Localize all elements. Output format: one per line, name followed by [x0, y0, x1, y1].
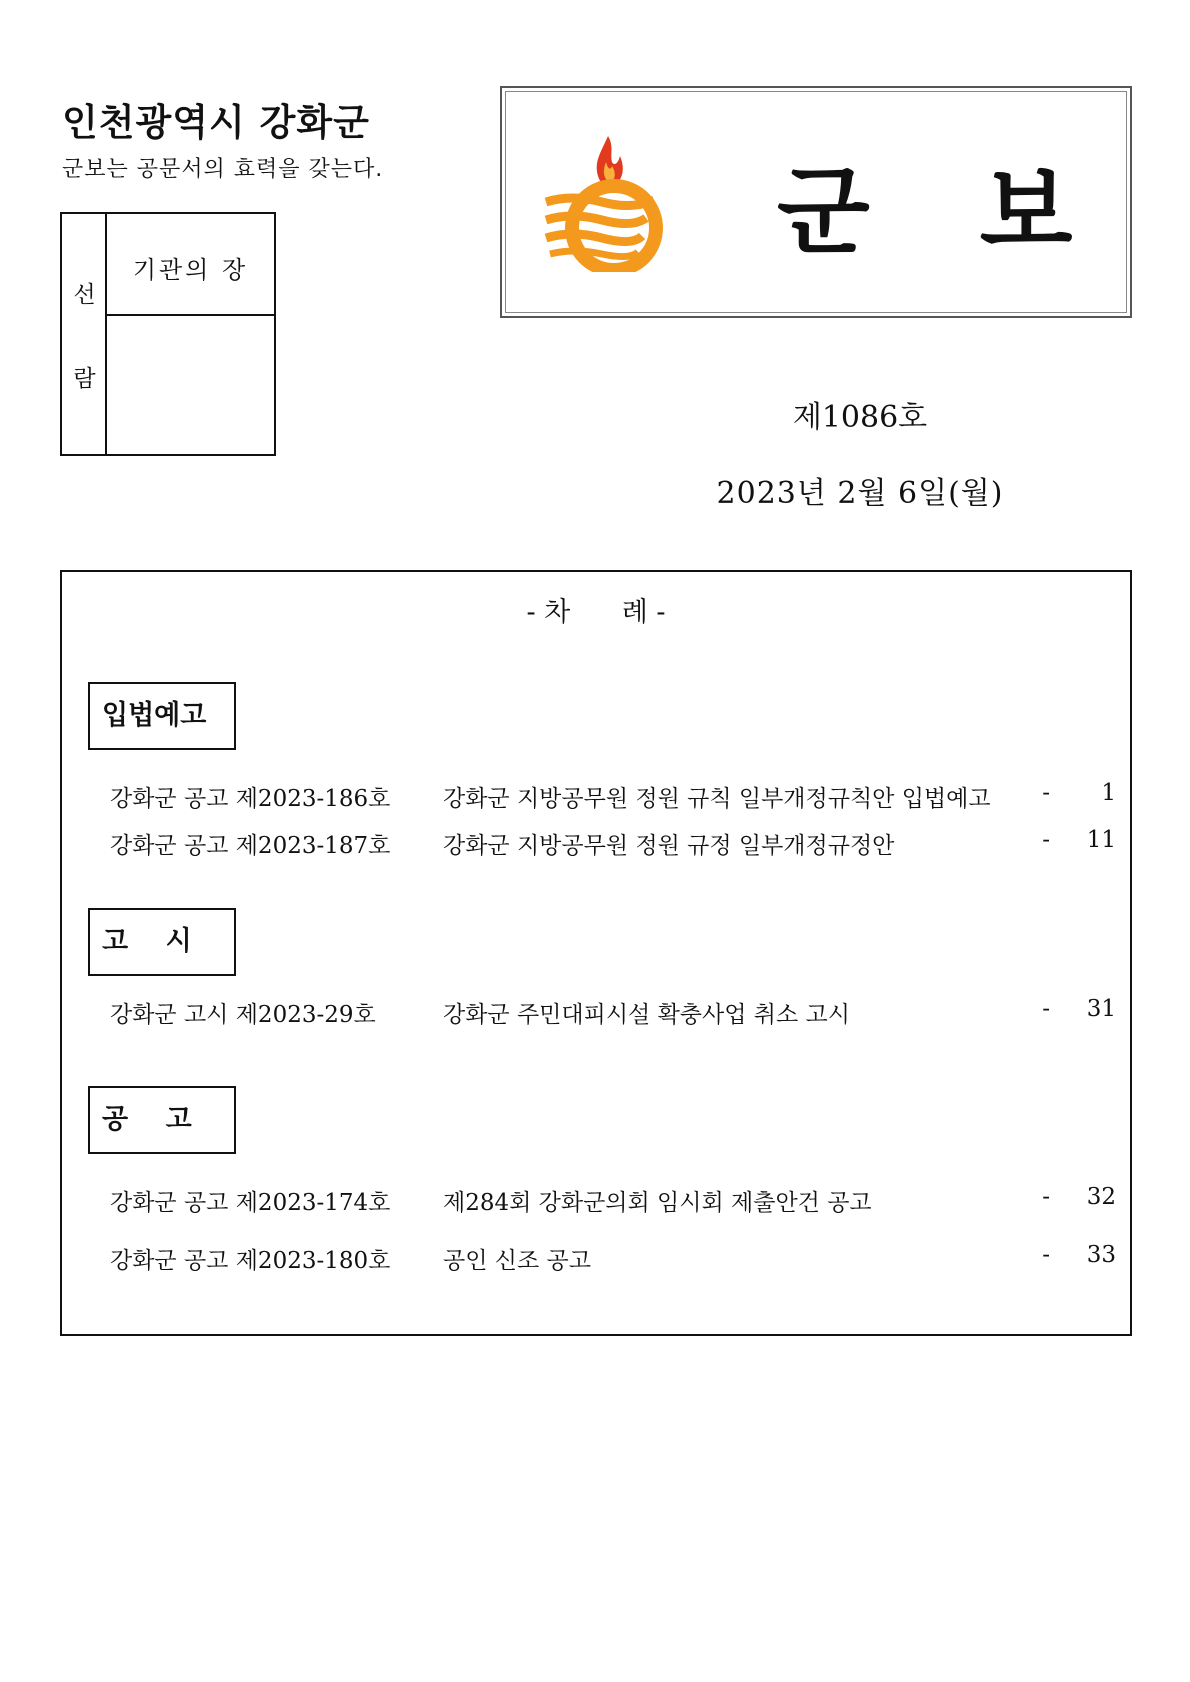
entry-subject: 강화군 지방공무원 정원 규칙 일부개정규칙안 입법예고: [443, 786, 991, 812]
issue-date: 2023년 2월 6일(월): [716, 476, 1004, 511]
entry-dash: -: [1042, 780, 1050, 806]
entry-dash: -: [1042, 996, 1050, 1022]
entry-dash: -: [1042, 1184, 1050, 1210]
contents-title: - 차 례 -: [526, 597, 666, 628]
entry-subject: 공인 신조 공고: [443, 1248, 591, 1274]
entry-dash: -: [1042, 827, 1050, 853]
approval-head: 기관의 장: [107, 214, 274, 316]
entry-ref: 강화군 공고 제2023-174호: [110, 1190, 391, 1216]
list-item[interactable]: [110, 1184, 1116, 1218]
list-item[interactable]: [110, 996, 1116, 1030]
approval-side-bottom: 람: [73, 366, 96, 392]
masthead: [500, 86, 1183, 318]
entry-page: 11: [1086, 827, 1116, 853]
section-label-announcement: 고 시: [88, 908, 236, 976]
ganghwa-emblem-icon: [542, 132, 674, 272]
section-label-legislative-notice: 입법예고: [88, 682, 236, 750]
entry-page: 31: [1086, 996, 1116, 1022]
entry-dash: -: [1042, 1242, 1050, 1268]
approval-box: [60, 212, 276, 456]
entry-subject: 강화군 주민대피시설 확충사업 취소 고시: [443, 1002, 850, 1028]
org-subtitle: 군보는 공문서의 효력을 갖는다.: [62, 157, 384, 182]
list-item[interactable]: [110, 780, 1116, 814]
entry-ref: 강화군 고시 제2023-29호: [110, 1002, 376, 1028]
table-of-contents: [60, 570, 1132, 1336]
entry-subject: 제284회 강화군의회 임시회 제출안건 공고: [443, 1190, 872, 1216]
entry-page: 33: [1086, 1242, 1116, 1268]
masthead-title: 군보: [777, 156, 1183, 268]
list-item[interactable]: [110, 827, 1116, 861]
approval-side-top: 선: [73, 282, 96, 308]
org-name: 인천광역시 강화군: [62, 101, 370, 144]
entry-ref: 강화군 공고 제2023-180호: [110, 1248, 391, 1274]
entry-ref: 강화군 공고 제2023-187호: [110, 833, 391, 859]
section-label-public-notice: 공 고: [88, 1086, 236, 1154]
entry-ref: 강화군 공고 제2023-186호: [110, 786, 391, 812]
list-item[interactable]: [110, 1242, 1116, 1276]
entry-subject: 강화군 지방공무원 정원 규정 일부개정규정안: [443, 833, 895, 859]
approval-side: [62, 214, 107, 454]
issue-number: 제1086호: [792, 400, 928, 435]
entry-page: 32: [1086, 1184, 1116, 1210]
entry-page: 1: [1101, 780, 1116, 806]
